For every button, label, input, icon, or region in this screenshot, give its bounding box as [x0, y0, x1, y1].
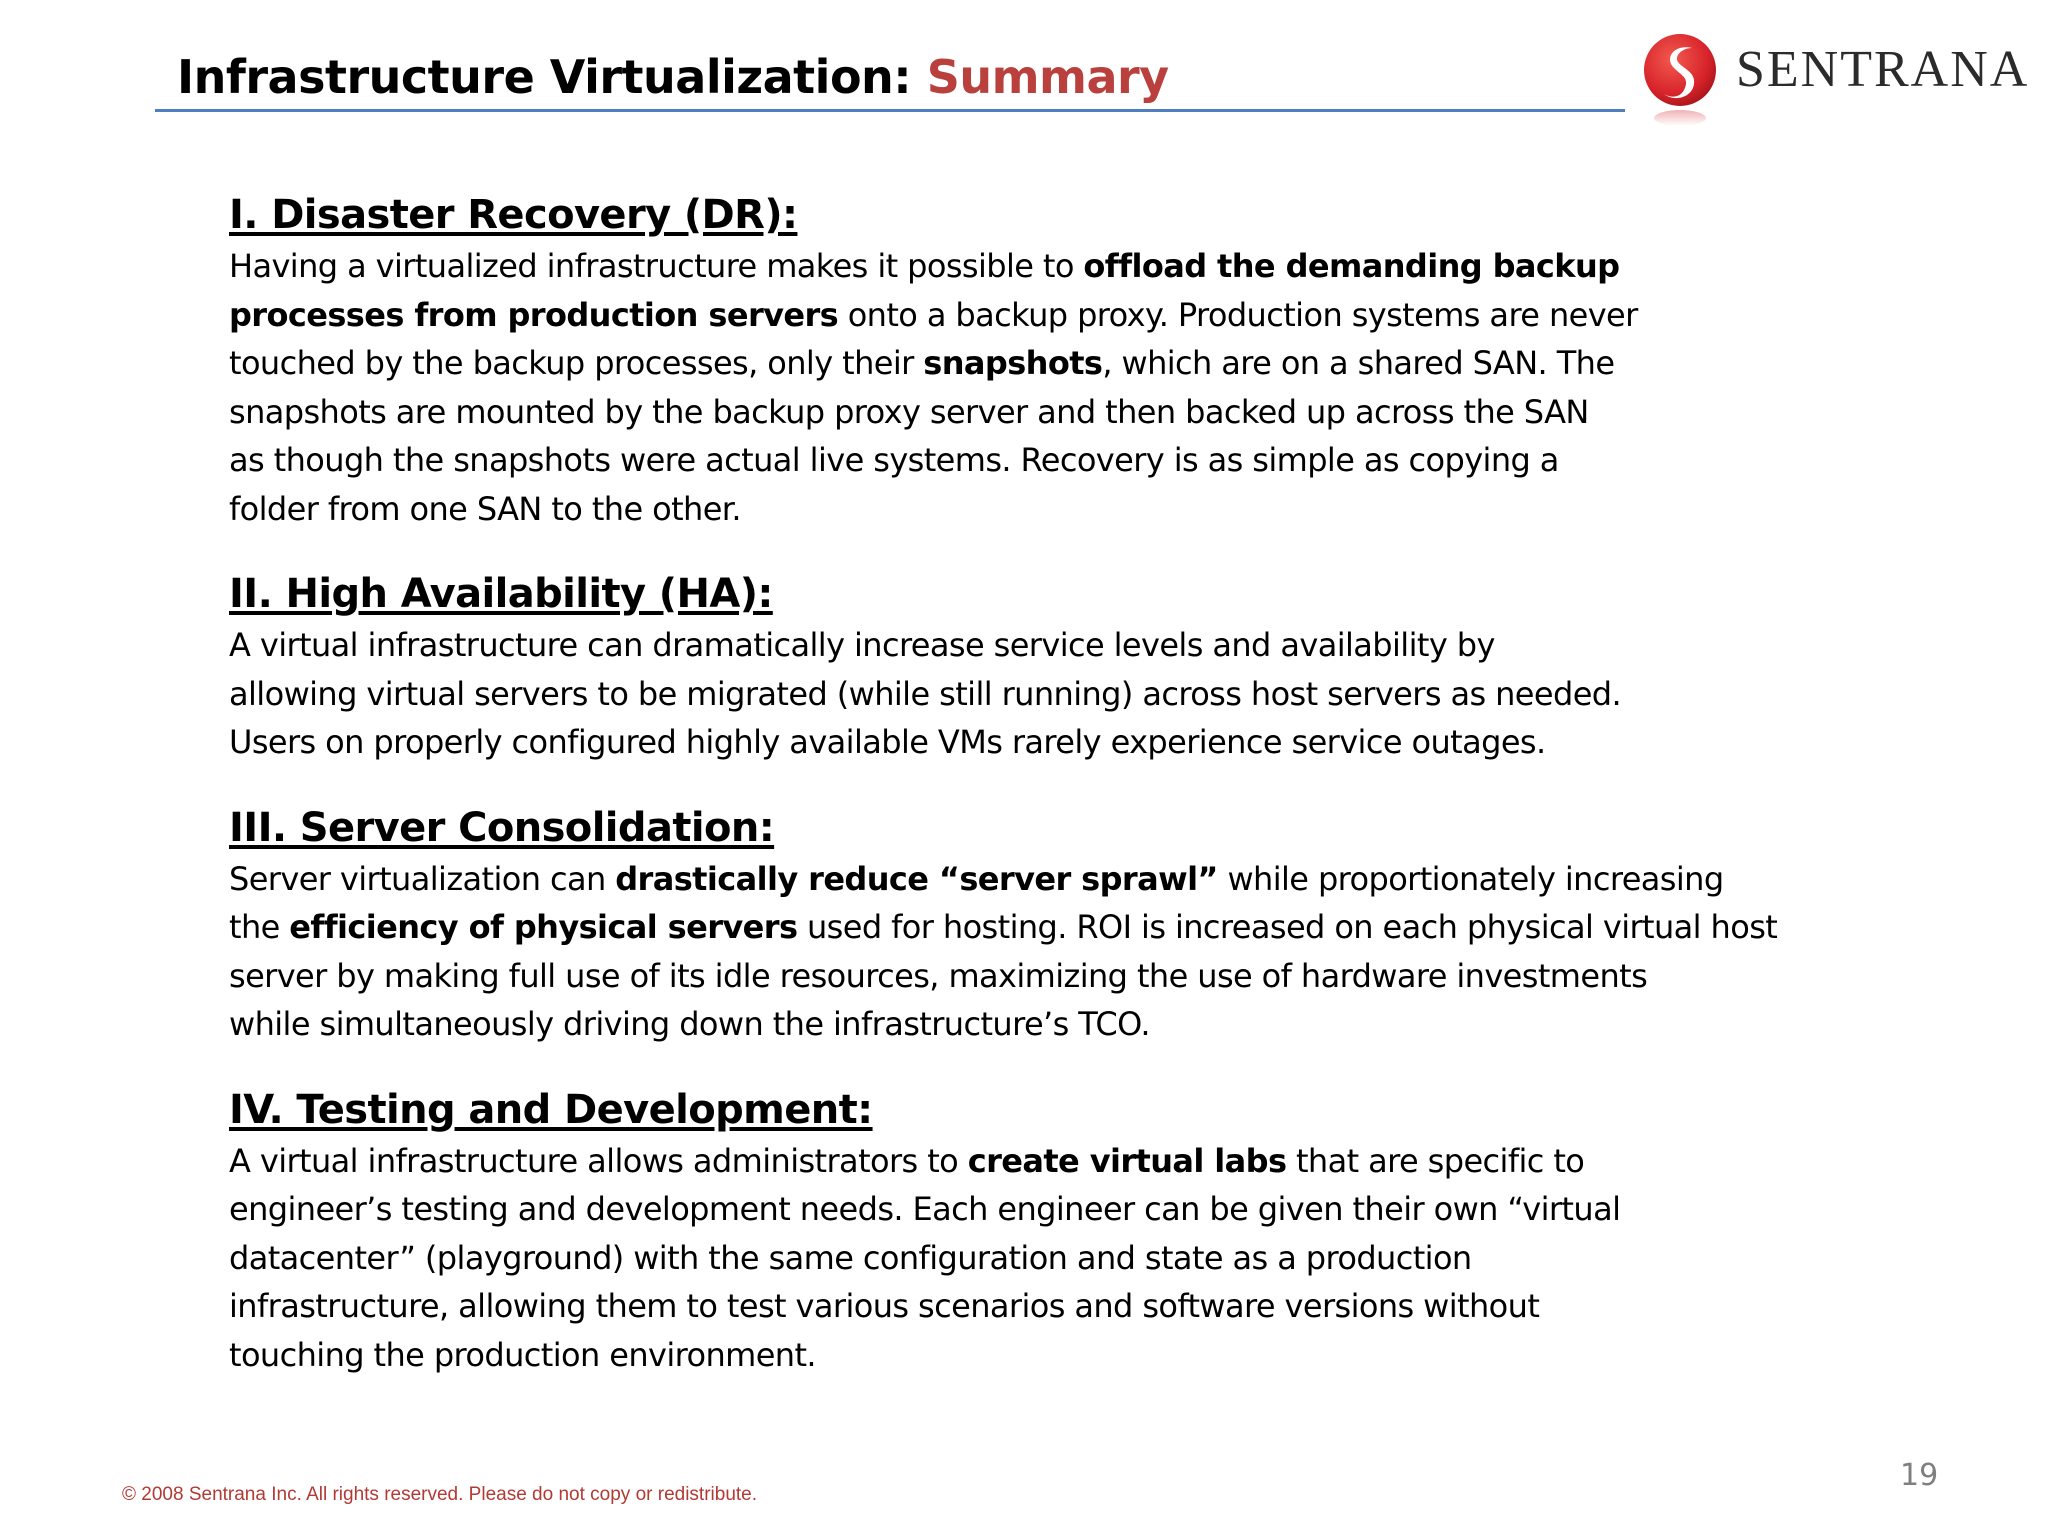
body-line — [229, 1282, 1829, 1331]
text-run: engineer’s testing and development needs. Each engineer can be given their own “virtual — [229, 1190, 1621, 1228]
text-run: while proportionately increasing — [1217, 859, 1724, 898]
text-run: onto a backup proxy. Production systems are never — [838, 295, 1638, 334]
page-number: 19 — [1900, 1458, 1939, 1493]
section-heading: II. High Availability (HA): — [229, 571, 773, 617]
text-run: allowing virtual servers to be migrated (while still running) across host servers as needed. — [229, 674, 1622, 713]
section-body — [229, 1137, 1829, 1380]
text-run: the — [229, 908, 290, 946]
title-main: Infrastructure Virtualization: — [177, 50, 927, 104]
logo-wordmark: SENTRANA — [1736, 41, 2030, 98]
body-line — [229, 718, 1829, 767]
body-line — [229, 436, 1829, 485]
body-line — [229, 1185, 1829, 1234]
section-body — [229, 242, 1829, 533]
copyright-notice: © 2008 Sentrana Inc. All rights reserved. Please do not copy or redistribute. — [122, 1484, 758, 1505]
text-run: touching the production environment. — [229, 1335, 816, 1374]
text-run: Users on properly configured highly available VMs rarely experience service outages. — [229, 723, 1546, 761]
text-run: , which are on a shared SAN. The — [1102, 344, 1615, 382]
bold-phrase: drastically reduce “server sprawl” — [615, 859, 1218, 898]
body-line — [229, 855, 1829, 904]
body-line — [229, 1000, 1829, 1049]
bold-phrase: efficiency of physical servers — [289, 908, 798, 946]
section-heading: III. Server Consolidation: — [229, 804, 775, 851]
body-line — [229, 242, 1829, 291]
text-run: server by making full use of its idle resources, maximizing the use of hardware investments — [229, 956, 1648, 995]
text-run: infrastructure, allowing them to test various scenarios and software versions without — [229, 1287, 1540, 1325]
text-run: that are specific to — [1286, 1141, 1585, 1180]
body-line — [229, 621, 1829, 670]
text-run: datacenter” (playground) with the same configuration and state as a production — [229, 1238, 1472, 1277]
page-title — [177, 50, 1169, 104]
summary-section — [229, 567, 1829, 767]
body-line — [229, 388, 1829, 437]
sentrana-swirl-icon — [1640, 30, 1720, 130]
body-line — [229, 291, 1829, 340]
title-underline-rule — [155, 109, 1625, 112]
bold-phrase: processes from production servers — [229, 295, 839, 334]
body-line — [229, 1234, 1829, 1283]
text-run: A virtual infrastructure allows administrators to — [229, 1141, 968, 1180]
text-run: snapshots are mounted by the backup proxy server and then backed up across the SAN — [229, 392, 1589, 431]
section-heading: IV. Testing and Development: — [229, 1086, 873, 1133]
section-body — [229, 621, 1829, 767]
bold-phrase: offload the demanding backup — [1083, 247, 1620, 285]
sentrana-logo — [1640, 30, 2030, 130]
body-line — [229, 485, 1829, 534]
body-line — [229, 670, 1829, 719]
summary-section — [229, 188, 1829, 533]
bold-phrase: snapshots — [923, 344, 1103, 382]
text-run: while simultaneously driving down the infrastructure’s TCO. — [229, 1005, 1150, 1043]
body-line — [229, 1137, 1829, 1186]
text-run: Server virtualization can — [229, 859, 616, 898]
section-heading: I. Disaster Recovery (DR): — [229, 192, 798, 238]
text-run: A virtual infrastructure can dramatically increase service levels and availability by — [229, 626, 1495, 664]
slide-header — [155, 40, 1625, 112]
title-accent: Summary — [926, 50, 1169, 104]
text-run: as though the snapshots were actual live systems. Recovery is as simple as copying a — [229, 441, 1559, 479]
text-run: used for hosting. ROI is increased on each physical virtual host — [797, 908, 1778, 946]
bold-phrase: create virtual labs — [967, 1141, 1287, 1180]
text-run: folder from one SAN to the other. — [229, 489, 741, 528]
body-line — [229, 339, 1829, 388]
summary-section — [229, 801, 1829, 1049]
body-line — [229, 1331, 1829, 1380]
summary-content — [229, 188, 1829, 1379]
summary-section — [229, 1083, 1829, 1380]
text-run: touched by the backup processes, only their — [229, 344, 924, 382]
body-line — [229, 903, 1829, 952]
body-line — [229, 952, 1829, 1001]
section-body — [229, 855, 1829, 1049]
text-run: Having a virtualized infrastructure makes it possible to — [229, 247, 1084, 285]
